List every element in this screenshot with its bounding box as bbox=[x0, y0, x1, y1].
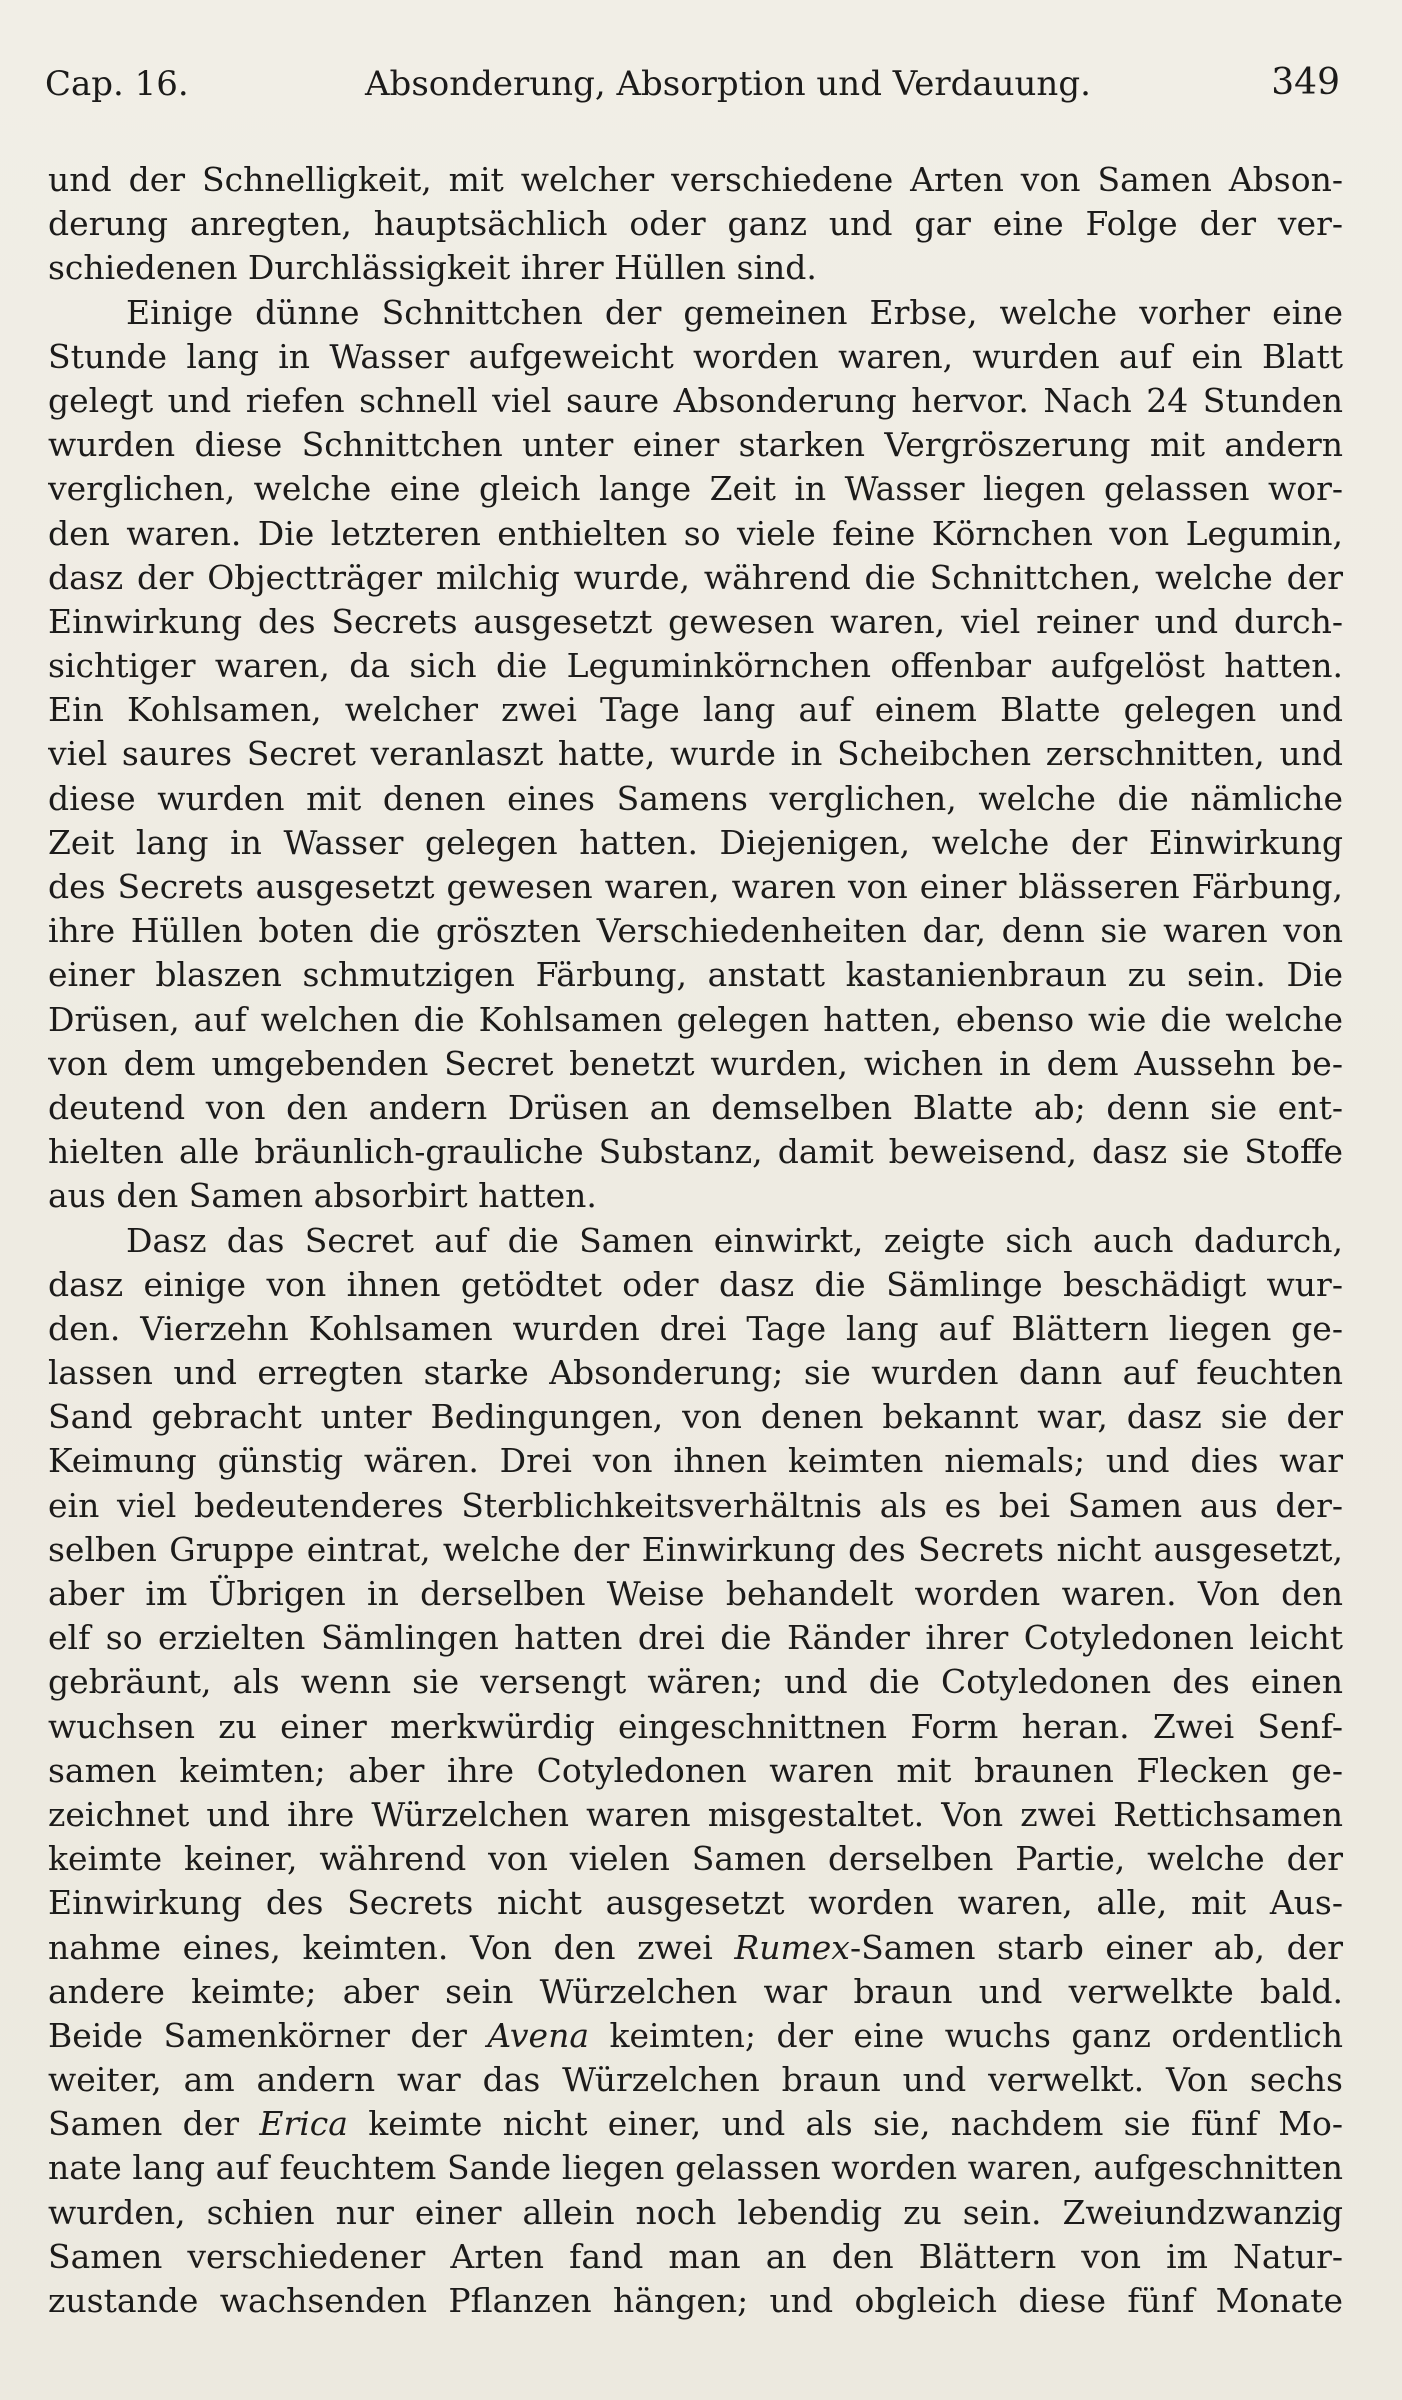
text-line: dasz einige von ihnen getödtet oder dasz die Sämlinge beschädigt wur- bbox=[48, 1264, 1343, 1304]
text-line: Stunde lang in Wasser aufgeweicht worden waren, wurden auf ein Blatt bbox=[48, 336, 1343, 376]
text-line: gebräunt, als wenn sie versengt wären; und die Cotyledonen des einen bbox=[48, 1662, 1343, 1702]
text-line: dasz der Objectträger milchig wurde, während die Schnittchen, welche der bbox=[48, 557, 1343, 597]
text-line: ein viel bedeutenderes Sterblichkeitsverhältnis als es bei Samen aus der- bbox=[48, 1485, 1343, 1525]
text-line: lassen und erregten starke Absonderung; sie wurden dann auf feuchten bbox=[48, 1353, 1343, 1393]
paragraph-start-line: Einige dünne Schnittchen der gemeinen Erbse, welche vorher eine bbox=[126, 292, 1343, 332]
text-line: nahme eines, keimten. Von den zwei Rumex-Samen starb einer ab, der bbox=[48, 1927, 1343, 1967]
text-line: sichtiger waren, da sich die Leguminkörnchen offenbar aufgelöst hatten. bbox=[48, 646, 1343, 686]
text-line: von dem umgebenden Secret benetzt wurden, wichen in dem Aussehn be- bbox=[48, 1043, 1343, 1083]
text-line: aus den Samen absorbirt hatten. bbox=[48, 1176, 597, 1216]
running-header bbox=[45, 58, 1340, 108]
text-line: schiedenen Durchlässigkeit ihrer Hüllen sind. bbox=[48, 248, 817, 288]
text-line: Samen verschiedener Arten fand man an den Blättern von im Natur- bbox=[48, 2236, 1343, 2276]
text-line: wurden diese Schnittchen unter einer starken Vergröszerung mit andern bbox=[48, 425, 1343, 465]
text-line: zustande wachsenden Pflanzen hängen; und obgleich diese fünf Monate bbox=[48, 2281, 1343, 2320]
text-line: elf so erzielten Sämlingen hatten drei die Ränder ihrer Cotyledonen leicht bbox=[48, 1618, 1343, 1658]
text-line: Sand gebracht unter Bedingungen, von denen bekannt war, dasz sie der bbox=[48, 1397, 1343, 1437]
text-line: nate lang auf feuchtem Sande liegen gelassen worden waren, aufgeschnitten bbox=[48, 2148, 1343, 2188]
text-line: wurden, schien nur einer allein noch lebendig zu sein. Zweiundzwanzig bbox=[48, 2192, 1343, 2232]
text-line: Einwirkung des Secrets nicht ausgesetzt worden waren, alle, mit Aus- bbox=[48, 1883, 1343, 1923]
text-line: weiter, am andern war das Würzelchen braun und verwelkt. Von sechs bbox=[48, 2060, 1343, 2100]
text-line: gelegt und riefen schnell viel saure Absonderung hervor. Nach 24 Stunden bbox=[48, 380, 1343, 420]
text-line: ihre Hüllen boten die gröszten Verschiedenheiten dar, denn sie waren von bbox=[48, 911, 1343, 951]
text-line: und der Schnelligkeit, mit welcher verschiedene Arten von Samen Abson- bbox=[48, 160, 1343, 199]
text-line: derung anregten, hauptsächlich oder ganz und gar eine Folge der ver- bbox=[48, 204, 1343, 244]
text-line: Ein Kohlsamen, welcher zwei Tage lang auf einem Blatte gelegen und bbox=[48, 690, 1343, 730]
text-line: den. Vierzehn Kohlsamen wurden drei Tage lang auf Blättern liegen ge- bbox=[48, 1308, 1343, 1348]
text-line: Beide Samenkörner der Avena keimten; der eine wuchs ganz ordentlich bbox=[48, 2015, 1343, 2055]
text-line: verglichen, welche eine gleich lange Zeit in Wasser liegen gelassen wor- bbox=[48, 469, 1343, 509]
text-line: den waren. Die letzteren enthielten so viele feine Körnchen von Legumin, bbox=[48, 513, 1343, 553]
text-line: Samen der Erica keimte nicht einer, und als sie, nachdem sie fünf Mo- bbox=[48, 2104, 1343, 2144]
text-line: Zeit lang in Wasser gelegen hatten. Diejenigen, welche der Einwirkung bbox=[48, 822, 1343, 862]
text-line: Keimung günstig wären. Drei von ihnen keimten niemals; und dies war bbox=[48, 1441, 1343, 1481]
chapter-label: Cap. 16. bbox=[45, 64, 189, 104]
text-line: hielten alle bräunlich-grauliche Substanz, damit beweisend, dasz sie Stoffe bbox=[48, 1132, 1343, 1172]
text-line: andere keimte; aber sein Würzelchen war braun und verwelkte bald. bbox=[48, 1971, 1343, 2011]
text-line: keimte keiner, während von vielen Samen derselben Partie, welche der bbox=[48, 1839, 1343, 1879]
page-number: 349 bbox=[1271, 62, 1340, 103]
text-line: diese wurden mit denen eines Samens verglichen, welche die nämliche bbox=[48, 778, 1343, 818]
running-title: Absonderung, Absorption und Verdauung. bbox=[365, 64, 1091, 104]
body-text bbox=[48, 158, 1343, 2323]
text-line: Einwirkung des Secrets ausgesetzt gewesen waren, viel reiner und durch- bbox=[48, 601, 1343, 641]
text-line: wuchsen zu einer merkwürdig eingeschnittnen Form heran. Zwei Senf- bbox=[48, 1706, 1343, 1746]
text-line: samen keimten; aber ihre Cotyledonen waren mit braunen Flecken ge- bbox=[48, 1750, 1343, 1790]
paragraph-start-line: Dasz das Secret auf die Samen einwirkt, zeigte sich auch dadurch, bbox=[126, 1220, 1343, 1260]
text-line: selben Gruppe eintrat, welche der Einwirkung des Secrets nicht ausgesetzt, bbox=[48, 1529, 1343, 1569]
text-line: des Secrets ausgesetzt gewesen waren, waren von einer blässeren Färbung, bbox=[48, 867, 1343, 906]
text-line: deutend von den andern Drüsen an demselben Blatte ab; denn sie ent- bbox=[48, 1087, 1343, 1127]
text-line: viel saures Secret veranlaszt hatte, wurde in Scheibchen zerschnitten, und bbox=[48, 734, 1343, 774]
text-line: Drüsen, auf welchen die Kohlsamen gelegen hatten, ebenso wie die welche bbox=[48, 999, 1343, 1039]
text-line: zeichnet und ihre Würzelchen waren misgestaltet. Von zwei Rettichsamen bbox=[48, 1794, 1343, 1834]
text-line: aber im Übrigen in derselben Weise behandelt worden waren. Von den bbox=[48, 1574, 1343, 1613]
text-line: einer blaszen schmutzigen Färbung, anstatt kastanienbraun zu sein. Die bbox=[48, 955, 1343, 995]
